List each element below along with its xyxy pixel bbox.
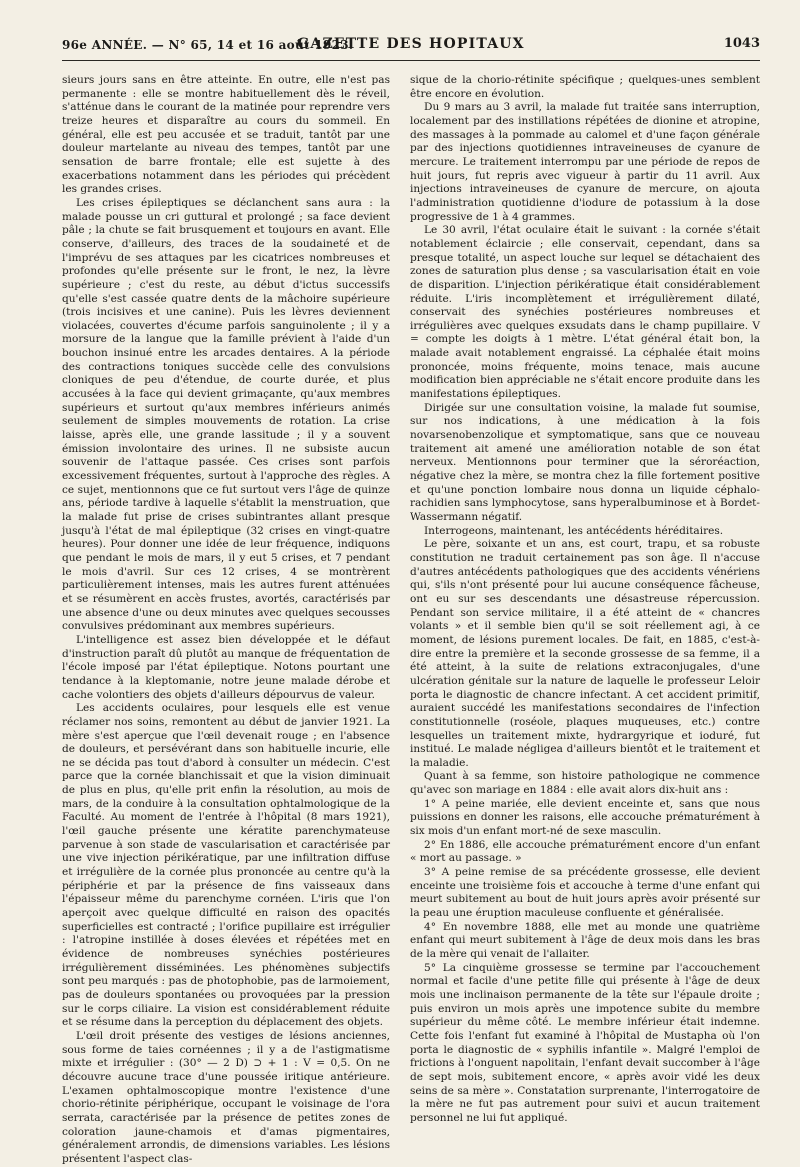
paragraph: Dirigée sur une consultation voisine, la malade fut soumise, sur nos indications, à une médication à la fois novarsenobenzolique et symptomatique, sans que ce nouveau traitement ait amené une amélioration notable de son état nerveux. Mentionnons pour terminer que la séroréaction, négative chez la mère, se montra chez la fille fortement positive et qu'une ponction lombaire nous donna un liquide céphalo-rachidien sans lymphocytose, sans hyperalbuminose et à Bordet-Wassermann négatif. [410,401,760,523]
left-column [62,74,390,1165]
paragraph: Du 9 mars au 3 avril, la malade fut traitée sans interruption, localement par des instillations répétées de dionine et atropine, des massages à la pommade au calomel et d'une façon générale par des injections quotidiennes intraveineuses de cyanure de mercure. Le traitement interrompu par une période de repos de huit jours, fut repris avec vigueur à partir du 11 avril. Aux injections intraveineuses de cyanure de mercure, on ajouta l'administration quotidienne d'iodure de potassium à la dose progressive de 1 à 4 grammes. [410,101,760,223]
right-column [410,74,760,1145]
paragraph: sique de la chorio-rétinite spécifique ; quelques-unes semblent être encore en évolution. [410,74,760,100]
page-header [62,34,760,61]
paragraph: Les accidents oculaires, pour lesquels elle est venue réclamer nos soins, remontent au début de janvier 1921. La mère s'est aperçue que l'œil devenait rouge ; en l'absence de douleurs, et persévérant dans son habituelle incurie, elle ne se décida pas tout d'abord à consulter un médecin. C'est parce que la cornée blanchissait et que la vision diminuait de plus en plus, qu'elle prit enfin la résolution, au mois de mars, de la conduire à la consultation ophtalmologique de la Faculté. Au moment de l'entrée à l'hôpital (8 mars 1921), l'œil gauche présente une kératite parenchymateuse parvenue à son stade de vascularisation et caractérisée par une vive injection périkératique, par une infiltration diffuse et irrégulière de la cornée plus prononcée au centre qu'à la périphérie et par la présence de fins vaisseaux dans l'épaisseur même du parenchyme cornéen. L'iris que l'on aperçoit avec quelque difficulté en raison des opacités superficielles est contracté ; l'orifice pupillaire est irrégulier : l'atropine instillée à doses élevées et répétées met en évidence de nombreuses synéchies postérieures irrégulièrement disséminées. Les phénomènes subjectifs sont peu marqués : pas de photophobie, pas de larmoiement, pas de douleurs spontanées ou provoquées par la pression sur le corps ciliaire. La vision est considérablement réduite et se résume dans la perception du déplacement des objets. [62,702,390,1029]
paragraph: sieurs jours sans en être atteinte. En outre, elle n'est pas permanente : elle se montre habituellement dès le réveil, s'atténue dans le courant de la matinée pour reprendre vers treize heures et disparaître au cours du sommeil. En général, elle est peu accusée et se traduit, tantôt par une douleur martelante au niveau des tempes, tantôt par une sensation de barre frontale; elle est sujette à des exacerbations notamment dans les périodes qui précèdent les grandes crises. [62,74,390,196]
paragraph: 2° En 1886, elle accouche prématurément encore d'un enfant « mort au passage. » [410,838,760,865]
paragraph: Les crises épileptiques se déclanchent sans aura : la malade pousse un cri guttural et prolongé ; sa face devient pâle ; la chute se fait brusquement et toujours en avant. Elle conserve, d'ailleurs, des traces de la soudaineté et de l'imprévu de ses attaques par les cicatrices nombreuses et profondes qu'elle présente sur le front, le nez, la lèvre supérieure ; c'est du reste, au début d'ictus successifs qu'elle s'est cassée quatre dents de la mâchoire supérieure (trois incisives et une canine). Puis les lèvres deviennent violacées, couvertes d'écume parfois sanguinolente ; il y a morsure de la langue que la famille prévient à l'aide d'un bouchon insinué entre les arcades dentaires. A la période des contractions toniques succède celle des convulsions cloniques de peu d'étendue, de courte durée, et plus accusées à la face qui devient grimaçante, qu'aux membres supérieurs et surtout qu'aux membres inférieurs animés seulement de simples mouvements de rotation. La crise laisse, après elle, une grande lassitude ; il y a souvent émission involontaire des urines. Il ne subsiste aucun souvenir de l'attaque passée. Ces crises sont parfois excessivement fréquentes, surtout à l'approche des règles. A ce sujet, mentionnons que ce fut surtout vers l'âge de quinze ans, période tardive à laquelle s'établit la menstruation, que la malade fut prise de crises subintrantes allant presque jusqu'à l'état de mal épileptique (32 crises en vingt-quatre heures). Pour donner une idée de leur fréquence, indiquons que pendant le mois de mars, il y eut 5 crises, et 7 pendant le mois d'avril. Sur ces 12 crises, 4 se montrèrent particulièrement intenses, mais les autres furent atténuées et se résumèrent en accès frustes, avortés, caractérisés par une absence d'une ou deux minutes avec quelques secousses convulsives prédominant aux membres supérieurs. [62,196,390,633]
paragraph: 4° En novembre 1888, elle met au monde une quatrième enfant qui meurt subitement à l'âge de deux mois dans les bras de la mère qui venait de l'allaiter. [410,920,760,960]
paragraph: 5° La cinquième grossesse se termine par l'accouchement normal et facile d'une petite fille qui présente à l'âge de deux mois une inclinaison permanente de la tête sur l'épaule droite ; puis environ un mois après une impotence subite du membre supérieur du même côté. Le membre inférieur était indemne. Cette fois l'enfant fut examiné à l'hôpital de Mustapha où l'on porta le diagnostic de « syphilis infantile ». Malgré l'emploi de frictions à l'onguent napolitain, l'enfant devait succomber à l'âge de sept mois, subitement encore, « après avoir vidé les deux seins de sa mère ». Constatation surprenante, l'interrogatoire de la mère ne fut pas autrement pour suivi et aucun traitement personnel ne lui fut appliqué. [410,961,760,1124]
paragraph: Quant à sa femme, son histoire pathologique ne commence qu'avec son mariage en 1884 : elle avait alors dix-huit ans : [410,770,760,797]
paragraph: Le père, soixante et un ans, est court, trapu, et sa robuste constitution ne traduit certainement pas son âge. Il n'accuse d'autres antécédents pathologiques que des accidents vénériens qui, s'ils n'ont présenté pour lui aucune conséquence fâcheuse, ont eu sur ses descendants une désastreuse répercussion. Pendant son service militaire, il a été atteint de « chancres volants » et il semble bien qu'il se soit réellement agi, à ce moment, de lésions purement locales. De fait, en 1885, c'est-à-dire entre la première et la seconde grossesse de sa femme, il a été atteint, à la suite de relations extraconjugales, d'une ulcération génitale sur la nature de laquelle le professeur Leloir porta le diagnostic de chancre infectant. A cet accident primitif, auraient succédé les manifestations secondaires de l'infection constitutionnelle (roséole, plaques muqueuses, etc.) contre lesquelles un traitement mixte, hydrargyrique et ioduré, fut institué. Le malade négligea d'ailleurs bientôt et le traitement et la maladie. [410,538,760,769]
paragraph: L'œil droit présente des vestiges de lésions anciennes, sous forme de taies cornéennes ; il y a de l'astigmatisme mixte et irrégulier : (30° — 2 D) ⊃ + 1 : V = 0,5. On ne découvre aucune trace d'une poussée iritique antérieure. L'examen ophtalmoscopique montre l'existence d'une chorio-rétinite périphérique, occupant le voisinage de l'ora serrata, caractérisée par la présence de petites zones de coloration jaune-chamois et d'amas pigmentaires, généralement arrondis, de dimensions variables. Les lésions présentent l'aspect clas- [62,1029,390,1165]
page-number: 1043 [723,36,760,51]
paragraph: L'intelligence est assez bien développée et le défaut d'instruction paraît dû plutôt au manque de fréquentation de l'école imposé par l'état épileptique. Notons pourtant une tendance à la kleptomanie, notre jeune malade dérobe et cache volontiers des objets d'ailleurs dépourvus de valeur. [62,633,390,701]
issue-line: 96e ANNÉE. — N° 65, 14 et 16 août 1923. [62,38,354,52]
paragraph: 3° A peine remise de sa précédente grossesse, elle devient enceinte une troisième fois et accouche à terme d'une enfant qui meurt subitement au bout de huit jours après avoir présenté sur la peau une éruption maculeuse confluente et généralisée. [410,866,760,920]
paragraph: Le 30 avril, l'état oculaire était le suivant : la cornée s'était notablement éclaircie ; elle conservait, cependant, dans sa presque totalité, un aspect louche sur lequel se détachaient des zones de saturation plus dense ; sa vascularisation était en voie de disparition. L'injection périkératique était considérablement réduite. L'iris incomplètement et irrégulièrement dilaté, conservait des synéchies postérieures nombreuses et irrégulières avec quelques exsudats dans le champ pupillaire. V = compte les doigts à 1 mètre. L'état général était bon, la malade avait notablement engraissé. La céphalée était moins prononcée, moins fréquente, moins tenace, mais aucune modification bien appréciable ne s'était encore produite dans les manifestations épileptiques. [410,224,760,401]
paragraph: 1° A peine mariée, elle devient enceinte et, sans que nous puissions en donner les raisons, elle accouche prématurément à six mois d'un enfant mort-né de sexe masculin. [410,797,760,838]
paragraph: Interrogeons, maintenant, les antécédents héréditaires. [424,524,724,537]
journal-title: GAZETTE DES HOPITAUX [297,36,525,52]
